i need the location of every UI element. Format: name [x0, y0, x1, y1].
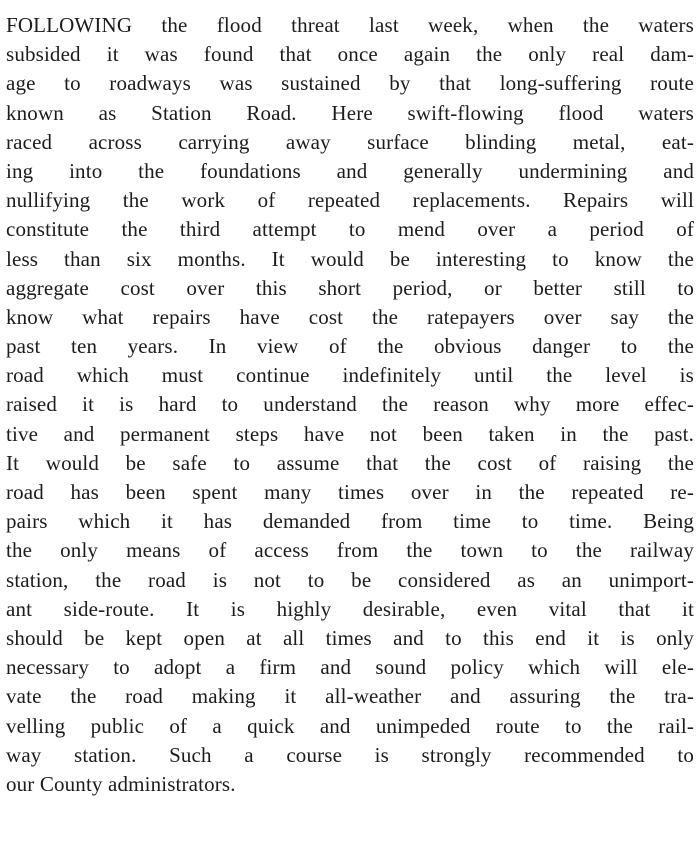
text-line: FOLLOWING the flood threat last week, when the waters	[6, 13, 694, 37]
text-line: constitute the third attempt to mend over a period of	[6, 217, 694, 242]
text-line: aggregate cost over this short period, or better still to	[6, 275, 694, 300]
text-line: vate the road making it all-weather and assuring the tra-	[6, 684, 694, 709]
text-line: nullifying the work of repeated replacements. Repairs will	[6, 188, 694, 213]
text-line: way station. Such a course is strongly recommended to	[6, 742, 694, 767]
text-line: subsided it was found that once again the only real dam-	[6, 42, 694, 67]
text-line: age to roadways was sustained by that long-suffering route	[6, 71, 694, 96]
text-line: should be kept open at all times and to this end it is only	[6, 625, 694, 650]
article-body	[6, 11, 694, 799]
text-line: past ten years. In view of the obvious danger to the	[6, 334, 694, 359]
text-line: raced across carrying away surface blinding metal, eat-	[6, 129, 694, 154]
text-line: less than six months. It would be interesting to know the	[6, 246, 694, 271]
text-line: know what repairs have cost the ratepayers over say the	[6, 304, 694, 329]
text-line: known as Station Road. Here swift-flowing flood waters	[6, 100, 694, 125]
text-line: necessary to adopt a firm and sound policy which will ele-	[6, 655, 694, 680]
text-line: ing into the foundations and generally undermining and	[6, 158, 694, 183]
text-line: road has been spent many times over in the repeated re-	[6, 480, 694, 504]
text-line: velling public of a quick and unimpeded route to the rail-	[6, 713, 694, 738]
text-line: raised it is hard to understand the reason why more effec-	[6, 392, 694, 417]
text-line: station, the road is not to be considered as an unimport-	[6, 567, 694, 592]
text-line: It would be safe to assume that the cost of raising the	[6, 450, 694, 475]
text-line: tive and permanent steps have not been taken in the past.	[6, 421, 694, 446]
text-line: road which must continue indefinitely until the level is	[6, 363, 694, 388]
text-line: ant side-route. It is highly desirable, even vital that it	[6, 596, 694, 621]
text-line: pairs which it has demanded from time to time. Being	[6, 509, 694, 534]
text-line-last: our County administrators.	[6, 771, 236, 796]
text-line: the only means of access from the town to the railway	[6, 538, 694, 563]
